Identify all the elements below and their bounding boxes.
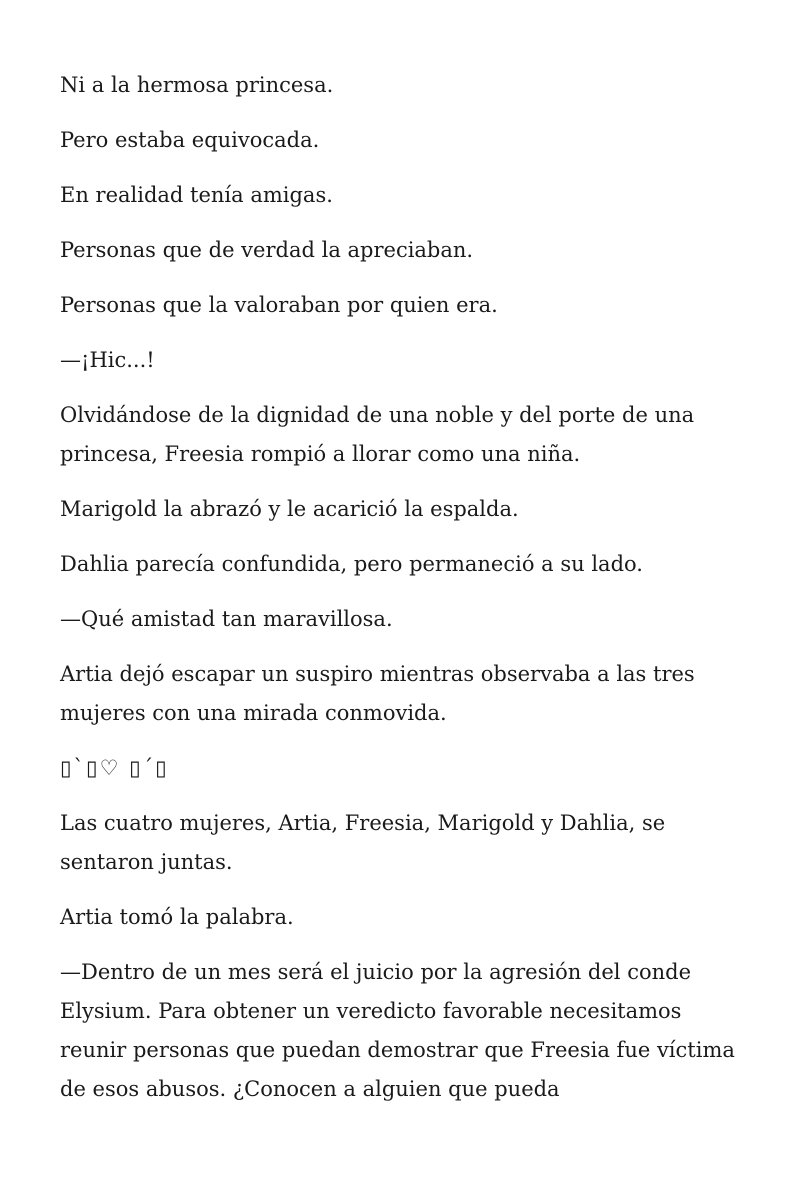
paragraph: Personas que de verdad la apreciaban.	[60, 238, 474, 262]
paragraph: Dahlia parecía confundida, pero permaneció a su lado.	[60, 552, 643, 576]
document-page	[60, 66, 740, 1125]
paragraph: Artia dejó escapar un suspiro mientras observaba a las tres mujeres con una mirada conmovida.	[60, 662, 695, 725]
paragraph: En realidad tenía amigas.	[60, 183, 333, 207]
paragraph: Marigold la abrazó y le acarició la espalda.	[60, 497, 519, 521]
dialogue-line: —¡Hic...!	[60, 348, 155, 372]
paragraph: Ni a la hermosa princesa.	[60, 73, 334, 97]
paragraph: Pero estaba equivocada.	[60, 128, 320, 152]
dialogue-line: —Dentro de un mes será el juicio por la agresión del conde Elysium. Para obtener un veredicto favorable necesitamos reunir personas que puedan demostrar que Freesia fue víctima de esos abusos. ¿Conocen a alguien que pueda	[60, 960, 735, 1101]
paragraph: Artia tomó la palabra.	[60, 905, 294, 929]
paragraph: Las cuatro mujeres, Artia, Freesia, Marigold y Dahlia, se sentaron juntas.	[60, 811, 666, 874]
dialogue-line: —Qué amistad tan maravillosa.	[60, 607, 393, 631]
paragraph: Olvidándose de la dignidad de una noble y del porte de una princesa, Freesia rompió a llorar como una niña.	[60, 403, 695, 466]
scene-separator: ▯`▯♡ ▯´▯	[60, 756, 169, 780]
paragraph: Personas que la valoraban por quien era.	[60, 293, 498, 317]
